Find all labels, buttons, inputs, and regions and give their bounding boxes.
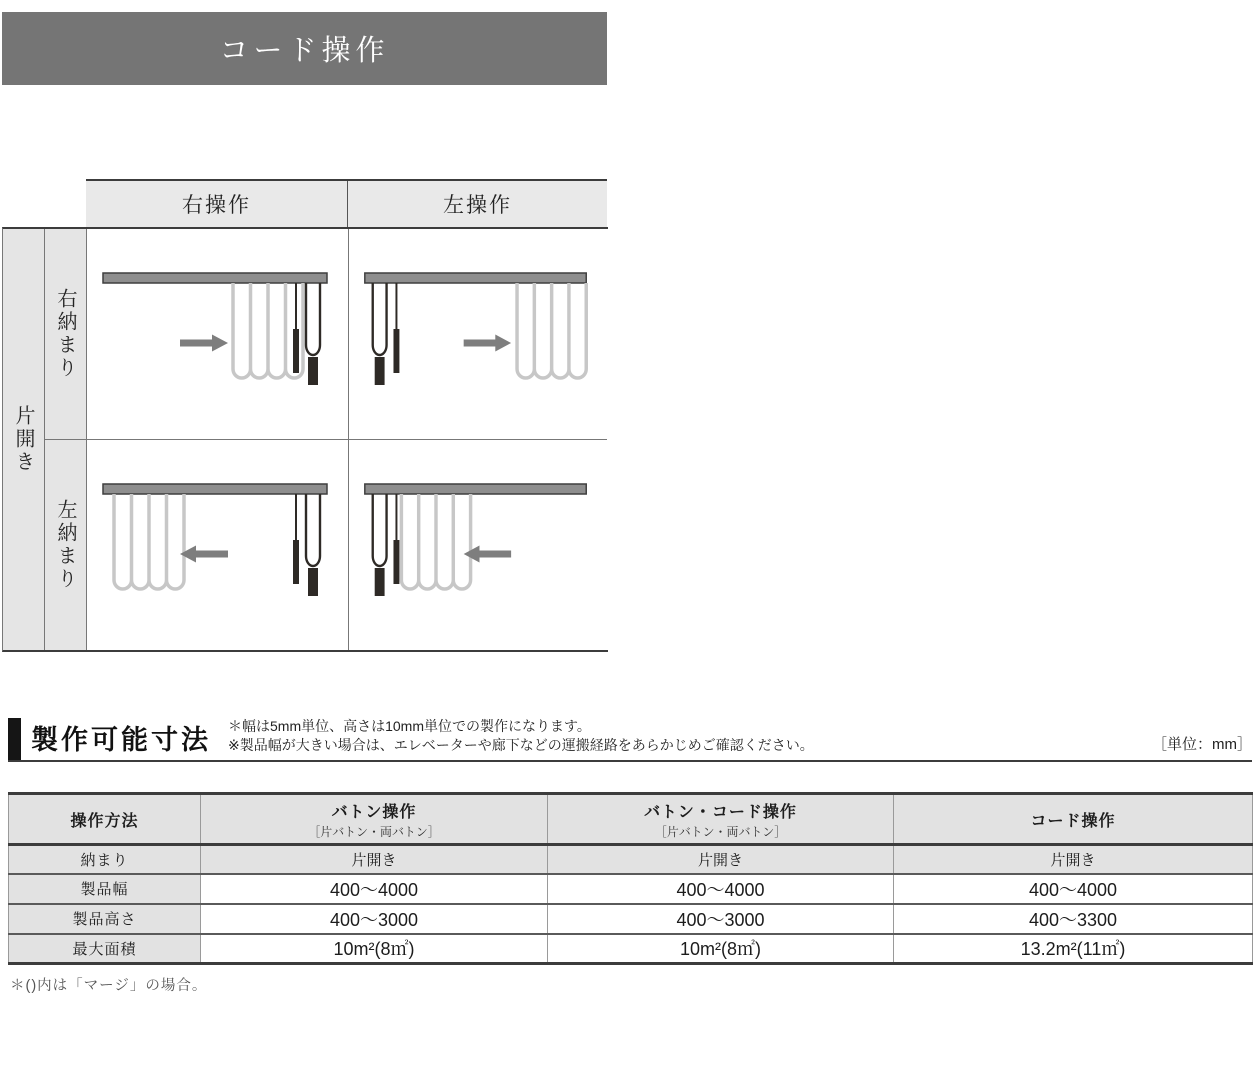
curtain-rail-icon xyxy=(103,273,327,283)
row-group-label-single-opening: 片開き xyxy=(3,229,45,650)
diagram-cell-left-op-left-stack xyxy=(349,440,607,650)
section-notes xyxy=(228,717,814,755)
curtain-diagram xyxy=(87,229,348,439)
diagram-table-body xyxy=(2,227,608,652)
curtain-stack-icon xyxy=(114,494,184,589)
curtain-diagram xyxy=(349,440,607,650)
diagram-table-header xyxy=(86,179,607,227)
column-header-right-operation: 右操作 xyxy=(182,194,251,217)
spec-col-header-method: 操作方法 xyxy=(9,794,201,845)
row-label-left-stack: 左納まり xyxy=(45,440,87,650)
spec-value-cell: 片開き xyxy=(894,845,1253,874)
operation-cord-icon xyxy=(373,494,387,566)
spec-value-cell: 400～4000 xyxy=(894,874,1253,904)
note-line-2: ※製品幅が大きい場合は、エレベーターや廊下などの運搬経路をあらかじめご確認ください。 xyxy=(228,737,814,753)
spec-row-osamari xyxy=(9,845,1253,874)
spec-value-cell: 10m²(8㎡) xyxy=(201,934,548,964)
curtain-rail-icon xyxy=(365,273,586,283)
curtain-stack-icon xyxy=(233,283,303,378)
section-title: 製作可能寸法 xyxy=(31,725,211,755)
spec-col-header-baton: バトン操作 ［片バトン・両バトン］ xyxy=(201,794,548,845)
baton-icon xyxy=(393,329,399,373)
arrow-right-icon xyxy=(180,335,228,352)
curtain-stack-icon xyxy=(401,494,470,589)
baton-icon xyxy=(293,540,299,584)
section-rule xyxy=(8,760,1252,762)
spec-value-cell: 400～3300 xyxy=(894,904,1253,934)
cord-tassel-icon xyxy=(308,568,318,596)
note-line-1: ＊幅は5mm単位、高さは10mm単位での製作になります。 xyxy=(228,718,591,734)
spec-row-width xyxy=(9,874,1253,904)
baton-icon xyxy=(293,329,299,373)
spec-value-cell: 400～3000 xyxy=(548,904,894,934)
spec-value-cell: 400～3000 xyxy=(201,904,548,934)
spec-value-cell: 片開き xyxy=(548,845,894,874)
cord-tassel-icon xyxy=(308,357,318,385)
cord-tassel-icon xyxy=(375,568,385,596)
baton-icon xyxy=(393,540,399,584)
curtain-diagram xyxy=(349,229,607,439)
section-marker-bar xyxy=(8,718,21,762)
row-label-right-stack: 右納まり xyxy=(45,229,87,439)
diagram-cell-left-op-right-stack xyxy=(349,229,607,439)
column-header-left-operation: 左操作 xyxy=(347,181,607,227)
spec-col-header-baton-cord: バトン・コード操作 ［片バトン・両バトン］ xyxy=(548,794,894,845)
spec-row-label: 最大面積 xyxy=(9,934,201,964)
spec-row-height xyxy=(9,904,1253,934)
operation-cord-icon xyxy=(373,283,387,355)
operation-cord-icon xyxy=(306,283,320,355)
operation-cord-icon xyxy=(306,494,320,566)
spec-value-cell: 400～4000 xyxy=(548,874,894,904)
spec-value-cell: 400～4000 xyxy=(201,874,548,904)
curtain-diagram xyxy=(87,440,348,650)
spec-row-label: 製品高さ xyxy=(9,904,201,934)
footnote: ＊()内は「マージ」の場合。 xyxy=(10,978,208,994)
spec-col-header-cord: コード操作 xyxy=(894,794,1253,845)
spec-table xyxy=(8,792,1253,965)
banner-code-operation xyxy=(2,12,607,85)
cord-tassel-icon xyxy=(375,357,385,385)
spec-header-row xyxy=(9,794,1253,845)
spec-value-cell: 10m²(8㎡) xyxy=(548,934,894,964)
unit-label: ［単位：mm］ xyxy=(1152,736,1252,753)
spec-row-max-area xyxy=(9,934,1253,964)
curtain-stack-icon xyxy=(517,283,586,378)
spec-value-cell: 13.2m²(11㎡) xyxy=(894,934,1253,964)
arrow-left-icon xyxy=(180,546,228,563)
curtain-rail-icon xyxy=(103,484,327,494)
arrow-right-icon xyxy=(464,335,511,352)
curtain-rail-icon xyxy=(365,484,586,494)
spec-row-label: 納まり xyxy=(9,845,201,874)
spec-row-label: 製品幅 xyxy=(9,874,201,904)
spec-table-wrap xyxy=(8,792,1252,965)
diagram-cell-right-op-right-stack xyxy=(87,229,348,439)
diagram-cell-right-op-left-stack xyxy=(87,440,348,650)
banner-title: コード操作 xyxy=(219,35,390,67)
spec-value-cell: 片開き xyxy=(201,845,548,874)
